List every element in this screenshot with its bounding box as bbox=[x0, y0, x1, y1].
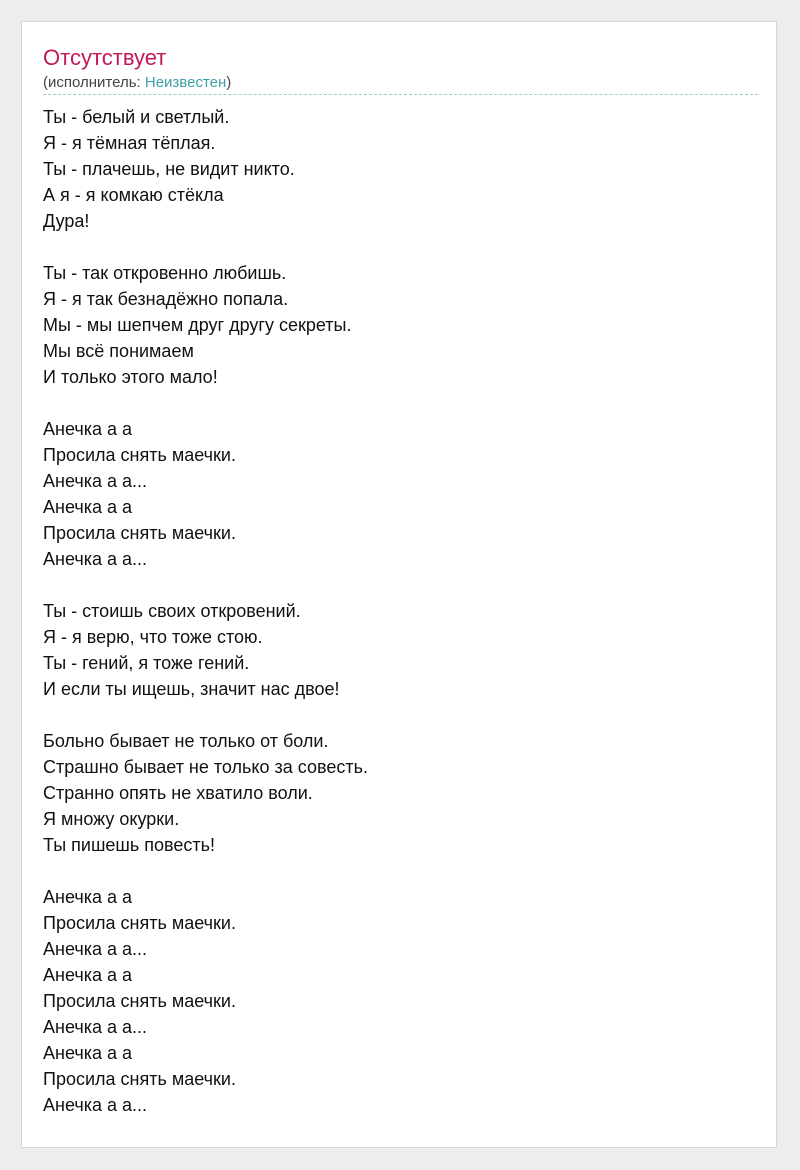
lyric-line: Просила снять маечки. bbox=[43, 445, 236, 465]
performer-line bbox=[43, 74, 231, 92]
lyric-line: И только этого мало! bbox=[43, 367, 218, 387]
lyrics-text bbox=[43, 104, 758, 1118]
lyric-line bbox=[43, 390, 758, 416]
lyric-line bbox=[43, 702, 758, 728]
lyric-line: Анечка а а bbox=[43, 965, 133, 985]
lyric-line: Мы - мы шепчем друг другу секреты. bbox=[43, 315, 352, 335]
lyrics-card bbox=[21, 21, 777, 1148]
lyric-line: Ты - гений, я тоже гений. bbox=[43, 653, 250, 673]
lyric-line: Анечка а а... bbox=[43, 471, 148, 491]
lyric-line: Дура! bbox=[43, 211, 90, 231]
lyric-line: Анечка а а... bbox=[43, 939, 148, 959]
lyric-line: Ты - белый и светлый. bbox=[43, 107, 230, 127]
lyric-line: Анечка а а bbox=[43, 419, 133, 439]
lyric-line: Больно бывает не только от боли. bbox=[43, 731, 329, 751]
lyric-line: Мы всё понимаем bbox=[43, 341, 194, 361]
lyric-line: Просила снять маечки. bbox=[43, 523, 236, 543]
lyric-line: Анечка а а... bbox=[43, 1095, 148, 1115]
lyric-line: Я - я верю, что тоже стою. bbox=[43, 627, 263, 647]
lyric-line: Я множу окурки. bbox=[43, 809, 180, 829]
lyric-line: Анечка а а... bbox=[43, 549, 148, 569]
lyric-line: Просила снять маечки. bbox=[43, 1069, 236, 1089]
lyric-line: Ты - так откровенно любишь. bbox=[43, 263, 287, 283]
performer-prefix: (исполнитель: bbox=[43, 74, 145, 91]
lyric-line bbox=[43, 234, 758, 260]
lyric-line: А я - я комкаю стёкла bbox=[43, 185, 224, 205]
lyric-line: Я - я тёмная тёплая. bbox=[43, 133, 216, 153]
lyric-line: Просила снять маечки. bbox=[43, 991, 236, 1011]
lyric-line: Просила снять маечки. bbox=[43, 913, 236, 933]
performer-suffix: ) bbox=[226, 74, 232, 91]
lyric-line: Странно опять не хватило воли. bbox=[43, 783, 313, 803]
lyric-line: Ты - стоишь своих откровений. bbox=[43, 601, 301, 621]
lyric-line: Ты - плачешь, не видит никто. bbox=[43, 159, 295, 179]
lyric-line: Анечка а а bbox=[43, 1043, 133, 1063]
lyric-line: И если ты ищешь, значит нас двое! bbox=[43, 679, 340, 699]
lyric-line: Я - я так безнадёжно попала. bbox=[43, 289, 289, 309]
lyric-line bbox=[43, 858, 758, 884]
performer-link[interactable]: Неизвестен bbox=[144, 74, 227, 91]
title-divider bbox=[43, 94, 758, 95]
lyric-line: Анечка а а... bbox=[43, 1017, 148, 1037]
lyric-line: Страшно бывает не только за совесть. bbox=[43, 757, 368, 777]
song-title: Отсутствует bbox=[43, 45, 167, 70]
lyric-line: Анечка а а bbox=[43, 497, 133, 517]
lyric-line: Ты пишешь повесть! bbox=[43, 835, 215, 855]
lyric-line: Анечка а а bbox=[43, 887, 133, 907]
lyric-line bbox=[43, 572, 758, 598]
